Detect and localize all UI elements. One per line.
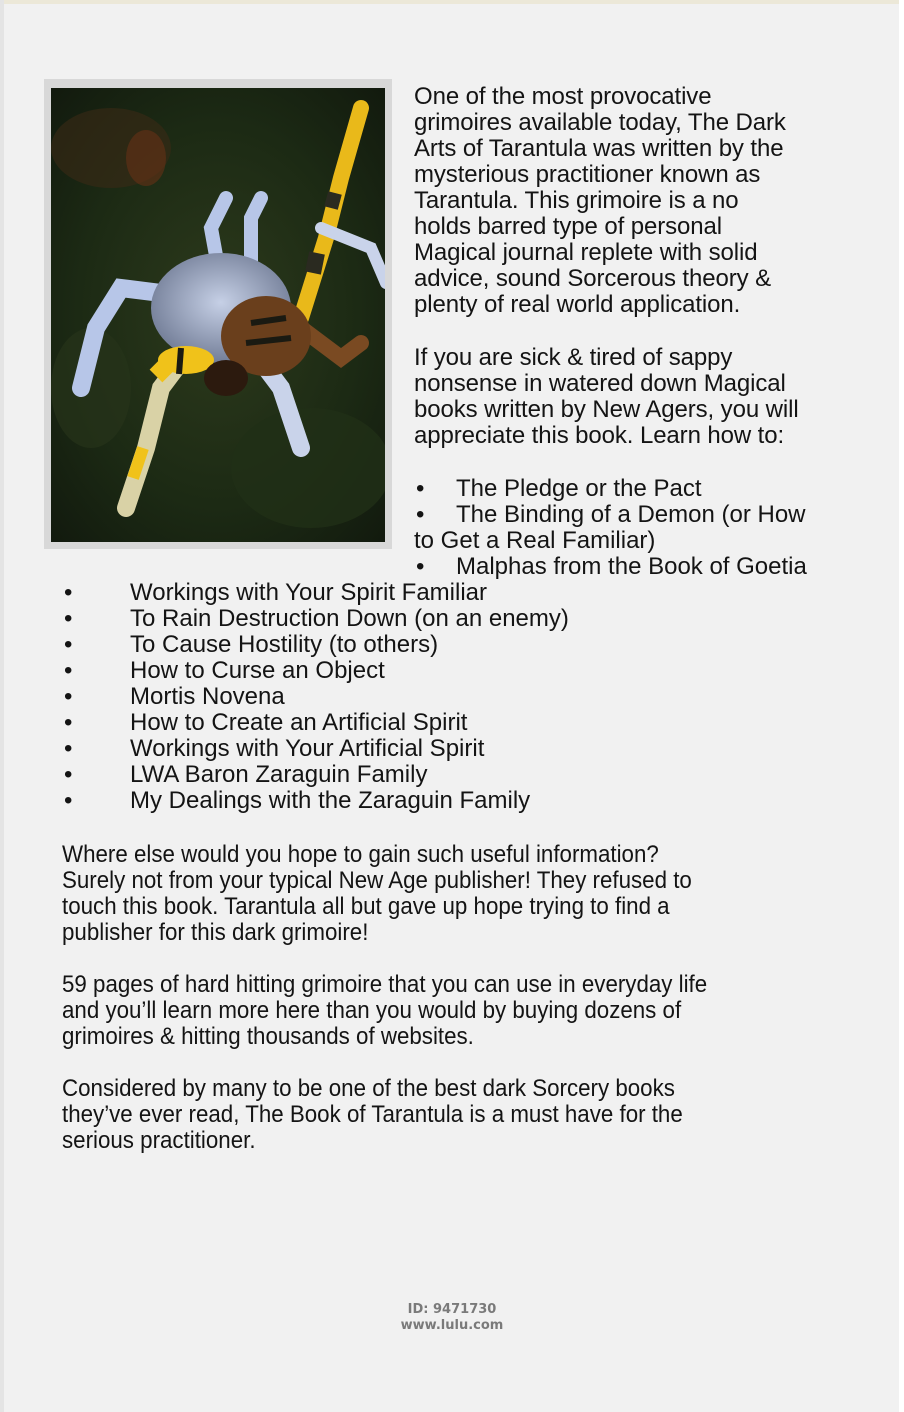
text-line: touch this book. Tarantula all but gave up hope trying to find a — [62, 893, 670, 920]
bullet-icon: • — [64, 605, 73, 632]
page-edge — [0, 0, 904, 4]
bullet-icon: • — [64, 579, 73, 606]
text-line: mysterious practitioner known as — [414, 161, 761, 188]
bullet-icon: • — [64, 735, 73, 762]
text-line: Where else would you hope to gain such useful information? — [62, 841, 659, 868]
list-item-label: Malphas from the Book of Goetia — [456, 553, 807, 580]
tarantula-illustration-icon — [51, 88, 385, 542]
text-line: serious practitioner. — [62, 1127, 256, 1154]
list-item — [60, 762, 760, 788]
list-item-label: Workings with Your Spirit Familiar — [130, 579, 488, 606]
text-line: Magical journal replete with solid — [414, 239, 758, 266]
list-item — [60, 710, 760, 736]
text-line: grimoires & hitting thousands of websites. — [62, 1023, 474, 1050]
text-line: If you are sick & tired of sappy — [414, 344, 733, 371]
bullet-icon: • — [416, 501, 425, 528]
text-line: appreciate this book. Learn how to: — [414, 422, 785, 449]
text-line: One of the most provocative — [414, 83, 712, 110]
list-item — [60, 606, 760, 632]
bullet-icon: • — [64, 631, 73, 658]
list-item — [60, 632, 760, 658]
bullet-icon: • — [64, 709, 73, 736]
tarantula-photo — [51, 88, 385, 542]
text-line: plenty of real world application. — [414, 291, 741, 318]
closing-paragraph — [62, 1076, 843, 1154]
topics-list-main — [60, 580, 760, 814]
publisher-paragraph — [62, 842, 843, 946]
bullet-icon: • — [416, 553, 425, 580]
list-item — [414, 476, 864, 502]
text-line: Arts of Tarantula was written by the — [414, 135, 784, 162]
text-line: Surely not from your typical New Age publisher! They refused to — [62, 867, 692, 894]
bullet-icon: • — [416, 475, 425, 502]
book-id: ID: 9471730 — [407, 1302, 497, 1317]
text-line: grimoires available today, The Dark — [414, 109, 786, 136]
list-item-continuation: to Get a Real Familiar) — [414, 527, 656, 554]
bullet-icon: • — [64, 657, 73, 684]
list-item — [60, 736, 760, 762]
page-edge — [899, 0, 904, 1412]
list-item-label: To Rain Destruction Down (on an enemy) — [130, 605, 569, 632]
intro-paragraph-1 — [414, 84, 854, 318]
page-edge — [0, 0, 4, 1412]
text-line: nonsense in watered down Magical — [414, 370, 786, 397]
list-item-label: Mortis Novena — [130, 683, 285, 710]
list-item — [414, 554, 864, 580]
intro-paragraph-2 — [414, 345, 854, 449]
list-item-label: Workings with Your Artificial Spirit — [130, 735, 485, 762]
text-line: Tarantula. This grimoire is a no — [414, 187, 739, 214]
list-item-label: To Cause Hostility (to others) — [130, 631, 439, 658]
text-line: Considered by many to be one of the best dark Sorcery books — [62, 1075, 675, 1102]
text-line: 59 pages of hard hitting grimoire that you can use in everyday life — [62, 971, 708, 998]
pages-paragraph — [62, 972, 843, 1050]
list-item-label: The Pledge or the Pact — [456, 475, 702, 502]
bullet-icon: • — [64, 787, 73, 814]
list-item — [60, 684, 760, 710]
topics-list-top — [414, 476, 864, 580]
list-item — [414, 502, 864, 528]
list-item-label: LWA Baron Zaraguin Family — [130, 761, 428, 788]
text-line: advice, sound Sorcerous theory & — [414, 265, 771, 292]
list-item-label: My Dealings with the Zaraguin Family — [130, 787, 531, 814]
bullet-icon: • — [64, 761, 73, 788]
text-line: and you’ll learn more here than you would by buying dozens of — [62, 997, 682, 1024]
text-line: they’ve ever read, The Book of Tarantula is a must have for the — [62, 1101, 683, 1128]
list-item-label: How to Curse an Object — [130, 657, 385, 684]
list-item-label: How to Create an Artificial Spirit — [130, 709, 468, 736]
list-item — [60, 580, 760, 606]
text-line: holds barred type of personal — [414, 213, 722, 240]
text-line: publisher for this dark grimoire! — [62, 919, 369, 946]
text-line: books written by New Agers, you will — [414, 396, 799, 423]
list-item — [60, 658, 760, 684]
publisher-url: www.lulu.com — [400, 1318, 504, 1333]
list-item-label: The Binding of a Demon (or How — [456, 501, 806, 528]
bullet-icon: • — [64, 683, 73, 710]
publisher-footer — [0, 1302, 904, 1334]
list-item — [60, 788, 760, 814]
